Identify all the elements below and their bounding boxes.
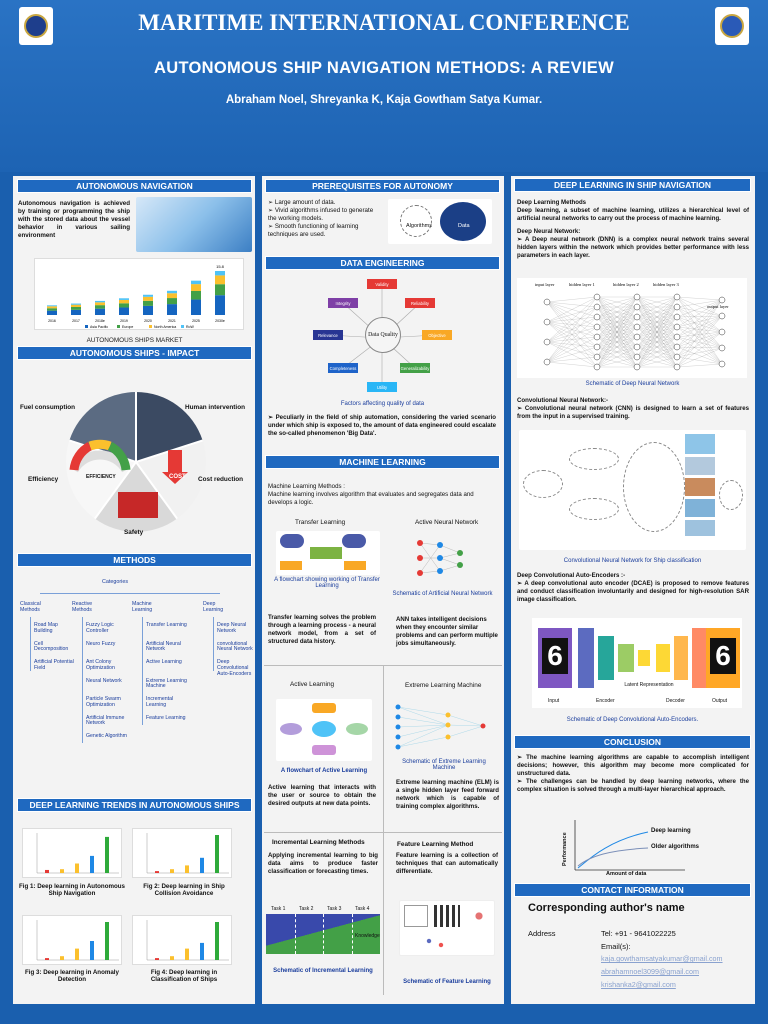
trend-figure-caption: Fig 1: Deep learning in Autonomous Ship Navigation xyxy=(19,883,125,897)
feature-caption: Schematic of Feature Learning xyxy=(403,979,491,985)
incremental-title: Incremental Learning Methods xyxy=(272,839,365,846)
prereq-illustration xyxy=(388,199,492,244)
incremental-text: Applying incremental learning to big data aims to produce faster classification or forecasting times. xyxy=(268,852,378,875)
section-heading-prerequisites: PREREQUISITES FOR AUTONOMY xyxy=(265,179,500,193)
dcae-box xyxy=(532,618,742,708)
section-heading-autonomous-navigation: AUTONOMOUS NAVIGATION xyxy=(17,179,252,193)
market-bar-segment xyxy=(167,298,177,304)
market-year-label: 2021 xyxy=(168,319,176,323)
market-year-label: 2017 xyxy=(72,319,80,323)
dnn-layer-label: output layer xyxy=(707,304,729,309)
trend-bar xyxy=(45,958,49,960)
market-bar-segment xyxy=(95,309,105,315)
legend-deep-learning: Deep learning xyxy=(651,828,691,834)
market-year-label: 2030e xyxy=(215,319,225,323)
method-category: Reactive Methods xyxy=(72,601,93,614)
tree-line xyxy=(30,617,31,671)
market-year-label: 2018e xyxy=(95,319,105,323)
market-bar-segment xyxy=(191,291,201,300)
trend-bar xyxy=(45,870,49,873)
trend-chart xyxy=(22,828,122,878)
market-bar-segment xyxy=(47,305,57,306)
author-name: Corresponding author's name xyxy=(528,902,685,914)
section-heading-data-engineering: DATA ENGINEERING xyxy=(265,256,500,270)
market-legend-label: Asia Pacific xyxy=(90,325,109,329)
conclusion-list xyxy=(517,754,749,794)
method-item: Road Map Building xyxy=(34,622,58,634)
dnn-node xyxy=(634,334,640,340)
trend-chart xyxy=(132,828,232,878)
method-item: Artificial Immune Network xyxy=(86,714,125,727)
tree-line xyxy=(213,617,214,671)
prereq-list xyxy=(268,199,382,239)
task-label: Task 4 xyxy=(355,906,370,912)
market-legend-swatch xyxy=(85,325,88,328)
deep-learning-curve xyxy=(578,832,648,868)
market-bar-segment xyxy=(95,302,105,305)
market-bar-segment xyxy=(47,311,57,315)
dnn-node xyxy=(719,313,725,319)
trend-chart xyxy=(22,915,122,965)
encoder-layer xyxy=(598,636,614,680)
transfer-caption: A flowchart showing working of Transfer Learning xyxy=(274,577,380,589)
method-category: Machine Learning xyxy=(132,601,153,614)
cnn-title: Convolutional Neural Network:- xyxy=(517,397,609,404)
dcae-label: Encoder xyxy=(596,698,615,704)
transfer-text: Transfer learning solves the problem through a learning process - a neural network model, from a set of structured data history. xyxy=(268,614,376,645)
poster-title: AUTONOMOUS SHIP NAVIGATION METHODS: A REVIEW xyxy=(154,59,614,77)
dq-node: Completeness xyxy=(328,363,358,373)
market-bar-segment xyxy=(71,304,81,305)
market-legend-label: Europe xyxy=(122,325,134,329)
divider xyxy=(264,832,502,833)
task-label: Task 2 xyxy=(299,906,314,912)
dnn-node xyxy=(634,294,640,300)
section-heading-conclusion: CONCLUSION xyxy=(514,735,751,749)
market-bar-segment xyxy=(119,307,129,315)
impact-human: Human intervention xyxy=(185,404,246,411)
dnn-node xyxy=(674,364,680,370)
method-item: Artificial Neural Network xyxy=(146,640,181,653)
task-label: Task 3 xyxy=(327,906,342,912)
trend-bar xyxy=(90,941,94,960)
method-item: Deep Convolutional Auto-Encoders xyxy=(217,659,252,677)
transfer-flowchart xyxy=(276,531,380,575)
market-bar-segment xyxy=(143,306,153,315)
market-bar-segment xyxy=(167,304,177,315)
market-chart xyxy=(34,258,244,330)
method-category: Deep Learning xyxy=(203,601,224,614)
active-text: Active learning that interacts with the user or source to obtain the desired outputs at new data points. xyxy=(268,784,376,807)
method-item: Ant Colony Optimization xyxy=(86,659,115,671)
decoder-layer xyxy=(656,644,670,672)
dnn-node xyxy=(594,344,600,350)
section-heading-contact: CONTACT INFORMATION xyxy=(514,883,751,897)
method-item: Artificial Potential Field xyxy=(34,659,74,671)
emails-label: Email(s): xyxy=(601,942,631,951)
market-bar-segment xyxy=(191,284,201,291)
market-bar-segment xyxy=(71,310,81,315)
decoder-layer xyxy=(692,628,706,688)
method-item: convolutional Neural Network xyxy=(217,640,253,653)
dcae-label: Output xyxy=(712,698,728,704)
market-year-label: 2016 xyxy=(48,319,56,323)
conclusion-item: ➢ The challenges can be handled by deep learning networks, where the complex situation is solved through a multi-layer hierarchical approach. xyxy=(517,777,749,793)
market-legend-label: North America xyxy=(154,325,177,329)
dnn-node xyxy=(634,344,640,350)
method-item: Fuzzy Logic Controller xyxy=(86,622,114,634)
dcae-block: Deep Convolutional Auto-Encoders :- ➢ A deep convolutional auto encoder (DCAE) is proposed to remove features and conduct classification involuntarily and designed for high-resolution SAR image classification. xyxy=(517,572,749,603)
ml-intro-title: Machine Learning Methods : xyxy=(268,483,345,490)
dl-intro: Deep Learning Methods Deep learning, a subset of machine learning, utilizes a hierarchical level of artificial neural networks to carry out the process of machine learning. Deep Neural Network: ➢ A Deep neural network (DNN) is a complex neural network trains several hidden layers within the network which provides better performance with less parameters in each layer. xyxy=(517,199,749,259)
method-item: Cell Decomposition xyxy=(34,640,69,653)
dnn-node xyxy=(674,304,680,310)
authors: Abraham Noel, Shreyanka K, Kaja Gowtham Satya Kumar. xyxy=(225,94,543,106)
market-bar-segment xyxy=(167,291,177,293)
section-heading-methods: METHODS xyxy=(17,553,252,567)
method-item: Incremental Learning xyxy=(146,696,174,708)
section-heading-trends: DEEP LEARNING TRENDS IN AUTONOMOUS SHIPS xyxy=(17,798,252,812)
impact-cost: Cost reduction xyxy=(198,476,244,483)
impact-safety: Safety xyxy=(124,529,144,536)
encoder-layer xyxy=(578,628,594,688)
task-label: Task 1 xyxy=(271,906,286,912)
market-bar-segment xyxy=(119,303,129,307)
feature-illustration xyxy=(399,900,495,956)
dcae-text: A deep convolutional auto encoder (DCAE) is proposed to remove features and conduct classification involuntarily and designed for high-resolution SAR image classification. xyxy=(517,579,749,603)
active-title: Active Learning xyxy=(290,681,335,688)
trend-chart xyxy=(132,915,232,965)
dnn-node xyxy=(594,314,600,320)
dnn-layer-label: hidden layer 1 xyxy=(569,282,595,287)
market-bar-segment xyxy=(215,295,225,315)
email-link[interactable]: krishanka2@gmail.com xyxy=(601,980,676,989)
market-legend-label: RoW xyxy=(186,325,194,329)
trend-bar xyxy=(105,922,109,960)
conference-title: MARITIME INTERNATIONAL CONFERENCE xyxy=(138,10,630,35)
trend-figure-caption: Fig 4: Deep learning in Classification of Ships xyxy=(150,969,218,983)
dnn-node xyxy=(719,361,725,367)
method-item: Deep Neural Network xyxy=(217,622,247,634)
dq-node: Reliability xyxy=(405,298,435,308)
market-legend-swatch xyxy=(149,325,152,328)
elm-caption: Schematic of Extreme Learning Machine xyxy=(402,759,486,771)
dnn-node xyxy=(544,299,550,305)
dnn-node xyxy=(674,334,680,340)
market-year-label: 2019 xyxy=(120,319,128,323)
dnn-node xyxy=(594,364,600,370)
dnn-node xyxy=(634,304,640,310)
method-item: Particle Swarm Optimization xyxy=(86,696,121,708)
task-divider xyxy=(323,914,324,954)
trend-figure-caption: Fig 2: Deep learning in Ship Collision Avoidance xyxy=(143,883,225,897)
market-year-label: 2020 xyxy=(144,319,152,323)
dnn-text: A Deep neural network (DNN) is a complex neural network trains several hidden layers within the network which provides better performance with less parameters in each layer. xyxy=(517,235,749,259)
cnn-block: Convolutional Neural Network:- ➢ Convolutional neural network (CNN) is designed to learn a set of features from the input in a supervised training. xyxy=(517,397,749,420)
address-label: Address xyxy=(528,929,556,938)
incremental-caption: Schematic of Incremental Learning xyxy=(273,968,373,974)
market-bar-segment xyxy=(167,293,177,298)
email-link[interactable]: kaja.gowthamsatyakumar@gmail.com xyxy=(601,954,723,963)
dnn-node xyxy=(674,354,680,360)
dnn-node xyxy=(634,364,640,370)
elm-text: Extreme learning machine (ELM) is a single hidden layer feed forward network which is capable of training complex algorithms. xyxy=(396,779,499,810)
dnn-node xyxy=(674,294,680,300)
market-bar-segment xyxy=(119,298,129,300)
poster-header xyxy=(0,0,768,172)
decoder-layer xyxy=(674,636,688,680)
feature-text: Feature learning is a collection of techniques that can automatically differentiate. xyxy=(396,852,498,875)
tree-line xyxy=(82,617,83,743)
dcae-label: Decoder xyxy=(666,698,685,704)
dnn-node xyxy=(719,345,725,351)
trend-figure-caption: Fig 3: Deep learning in Anomaly Detection xyxy=(25,969,119,983)
dcae-label: Latent Representation xyxy=(624,682,674,688)
dnn-node xyxy=(544,339,550,345)
dnn-node xyxy=(634,324,640,330)
ml-intro-text: Machine learning involves algorithm that evaluates and segregates data and develops a logic. xyxy=(268,490,474,506)
method-item: Neuro Fuzzy xyxy=(86,640,116,647)
market-bars xyxy=(35,259,245,331)
method-item: Genetic Algorithm xyxy=(86,733,127,739)
market-bar-segment xyxy=(143,297,153,301)
method-item: Transfer Learning xyxy=(146,622,187,628)
divider xyxy=(383,665,384,995)
navigation-text: Autonomous navigation is achieved by training or programming the ship with the stored data about the vessel behavior in various sailing environment xyxy=(18,200,130,240)
market-bar-segment xyxy=(47,306,57,308)
method-item: Neural Network xyxy=(86,677,122,684)
algorithms-label: Algorithms xyxy=(406,223,432,229)
trend-bar xyxy=(155,958,159,960)
dcae-label: Input xyxy=(548,698,560,704)
market-bar-segment xyxy=(143,295,153,297)
conclusion-item: ➢ The machine learning algorithms are capable to accomplish intelligent decisions; however, this algorithm may become more complicated for unstructured data. xyxy=(517,754,749,777)
dnn-node xyxy=(594,354,600,360)
market-top-label: 15.8 xyxy=(216,264,224,269)
trend-bar xyxy=(215,835,219,873)
dl-intro-text: Deep learning, a subset of machine learning, utilizes a hierarchical level of artificial neural networks to carry out the process of machine learning. xyxy=(517,206,749,222)
section-heading-impact: AUTONOMOUS SHIPS - IMPACT xyxy=(17,346,252,360)
market-bar-segment xyxy=(95,301,105,302)
cnn-diagram xyxy=(519,430,746,550)
market-bar-segment xyxy=(71,307,81,310)
trend-bar xyxy=(90,856,94,873)
trend-bar xyxy=(170,869,174,873)
ann-title: Active Neural Network xyxy=(415,519,479,526)
market-bar-segment xyxy=(215,275,225,284)
market-legend-swatch xyxy=(117,325,120,328)
dnn-layer-label: hidden layer 2 xyxy=(613,282,639,287)
dnn-caption: Schematic of Deep Neural Network xyxy=(585,381,680,387)
market-bar-segment xyxy=(191,300,201,315)
cnn-text: Convolutional neural network (CNN) is designed to learn a set of features from the input in a supervised training. xyxy=(517,404,749,420)
data-label: Data xyxy=(458,223,470,229)
dnn-node xyxy=(719,329,725,335)
legend-older: Older algorithms xyxy=(651,844,700,850)
ann-caption: Schematic of Artificial Neural Network xyxy=(392,591,493,597)
dq-node: Integrity xyxy=(328,298,358,308)
dcae-title: Deep Convolutional Auto-Encoders :- xyxy=(517,572,626,579)
market-bar-segment xyxy=(119,300,129,303)
section-heading-deep-learning: DEEP LEARNING IN SHIP NAVIGATION xyxy=(514,178,751,192)
market-bar-segment xyxy=(191,281,201,284)
task-divider xyxy=(352,914,353,954)
dq-caption: Factors affecting quality of data xyxy=(340,401,425,407)
encoder-layer xyxy=(618,644,634,672)
method-item: Active Learning xyxy=(146,659,182,665)
prereq-item: ➢ Vivid algorithms infused to generate the working models. xyxy=(268,207,374,223)
dnn-node xyxy=(594,324,600,330)
market-bar-segment xyxy=(95,305,105,309)
dl-intro-title: Deep Learning Methods xyxy=(517,199,587,206)
trend-bar xyxy=(200,858,204,873)
dcae-caption: Schematic of Deep Convolutional Auto-Encoders. xyxy=(566,717,699,723)
dnn-diagram xyxy=(517,278,747,378)
trend-bar xyxy=(170,956,174,960)
market-bar-segment xyxy=(215,284,225,295)
task-divider xyxy=(295,914,296,954)
market-year-label: 2025 xyxy=(192,319,200,323)
impact-efficiency: Efficiency xyxy=(28,476,59,483)
trend-bar xyxy=(200,943,204,960)
dq-node: Relevance xyxy=(313,330,343,340)
trend-bar xyxy=(185,865,189,873)
method-item: Feature Learning xyxy=(146,714,186,721)
dnn-node xyxy=(544,319,550,325)
gauge-label: EFFICIENCY xyxy=(86,474,116,480)
section-heading-machine-learning: MACHINE LEARNING xyxy=(265,455,500,469)
navigation-illustration xyxy=(136,197,252,252)
feature-title: Feature Learning Method xyxy=(397,841,474,848)
trend-bar xyxy=(215,922,219,960)
market-bar-segment xyxy=(71,305,81,307)
dq-node: Objective xyxy=(422,330,452,340)
market-bar-segment xyxy=(143,301,153,306)
trend-bar xyxy=(60,956,64,960)
dnn-node xyxy=(674,324,680,330)
dnn-node xyxy=(544,359,550,365)
latent-layer xyxy=(638,650,650,666)
tree-line xyxy=(142,617,143,725)
email-link[interactable]: abrahamnoel3099@gmail.com xyxy=(601,967,699,976)
trend-bar xyxy=(105,837,109,873)
dnn-title: Deep Neural Network: xyxy=(517,227,581,235)
chart-x-label: Amount of data xyxy=(606,871,647,877)
dq-node: Utility xyxy=(367,382,397,392)
dnn-node xyxy=(719,297,725,303)
tree-line xyxy=(40,593,220,594)
ann-text: ANN takes intelligent decisions when they encounter similar problems and can perform multiple jobs simultaneously. xyxy=(396,616,498,647)
de-text: ➢ Peculiarly in the field of ship automation, considering the varied scenario under which ship is exposed to, the amount of data engineered could escalate the so-called phenomenon 'Big Data'. xyxy=(268,414,496,437)
older-algorithms-curve xyxy=(578,848,648,866)
impact-fuel: Fuel consumption xyxy=(20,404,76,411)
prereq-item: ➢ Smooth functioning of learning techniques are used. xyxy=(268,223,359,239)
input-digit: 6 xyxy=(542,638,568,674)
elm-diagram xyxy=(388,697,496,755)
methods-root: Categories xyxy=(102,579,129,585)
market-legend-swatch xyxy=(181,325,184,328)
trend-bar xyxy=(75,949,79,960)
dq-node: Generalizability xyxy=(400,363,430,373)
dnn-node xyxy=(634,354,640,360)
dnn-node xyxy=(674,314,680,320)
active-caption: A flowchart of Active Learning xyxy=(280,768,368,774)
method-item: Extreme Learning Machine xyxy=(146,677,187,690)
active-flowchart xyxy=(276,699,372,761)
trend-bar xyxy=(60,869,64,873)
ann-diagram xyxy=(405,533,475,583)
dnn-layer-label: input layer xyxy=(535,282,555,287)
output-digit: 6 xyxy=(710,638,736,674)
trend-bar xyxy=(155,871,159,873)
dnn-node xyxy=(594,334,600,340)
cost-label: COST xyxy=(169,474,186,480)
dq-node: Validity xyxy=(367,279,397,289)
transfer-title: Transfer Learning xyxy=(295,519,346,526)
ml-intro xyxy=(268,483,496,507)
chart-y-label: Performance xyxy=(562,832,568,866)
dq-center: Data Quality xyxy=(365,317,401,353)
prereq-item: ➢ Large amount of data. xyxy=(268,199,336,206)
impact-pie xyxy=(66,392,206,532)
market-bar-segment xyxy=(47,308,57,310)
dnn-layer-label: hidden layer 3 xyxy=(653,282,679,287)
dnn-node xyxy=(674,344,680,350)
method-category: Classical Methods xyxy=(20,601,41,614)
market-caption: AUTONOMOUS SHIPS MARKET xyxy=(86,337,183,344)
trend-bar xyxy=(75,864,79,874)
dnn-node xyxy=(634,314,640,320)
market-bar-segment xyxy=(215,271,225,275)
dnn-node xyxy=(594,294,600,300)
dnn-node xyxy=(594,304,600,310)
trend-bar xyxy=(185,949,189,960)
cnn-caption: Convolutional Neural Network for Ship classification xyxy=(563,558,702,564)
knowledge-label: Knowledge xyxy=(355,933,380,939)
elm-title: Extreme Learning Machine xyxy=(405,682,482,689)
telephone: Tel: +91 - 9641022225 xyxy=(601,929,676,938)
